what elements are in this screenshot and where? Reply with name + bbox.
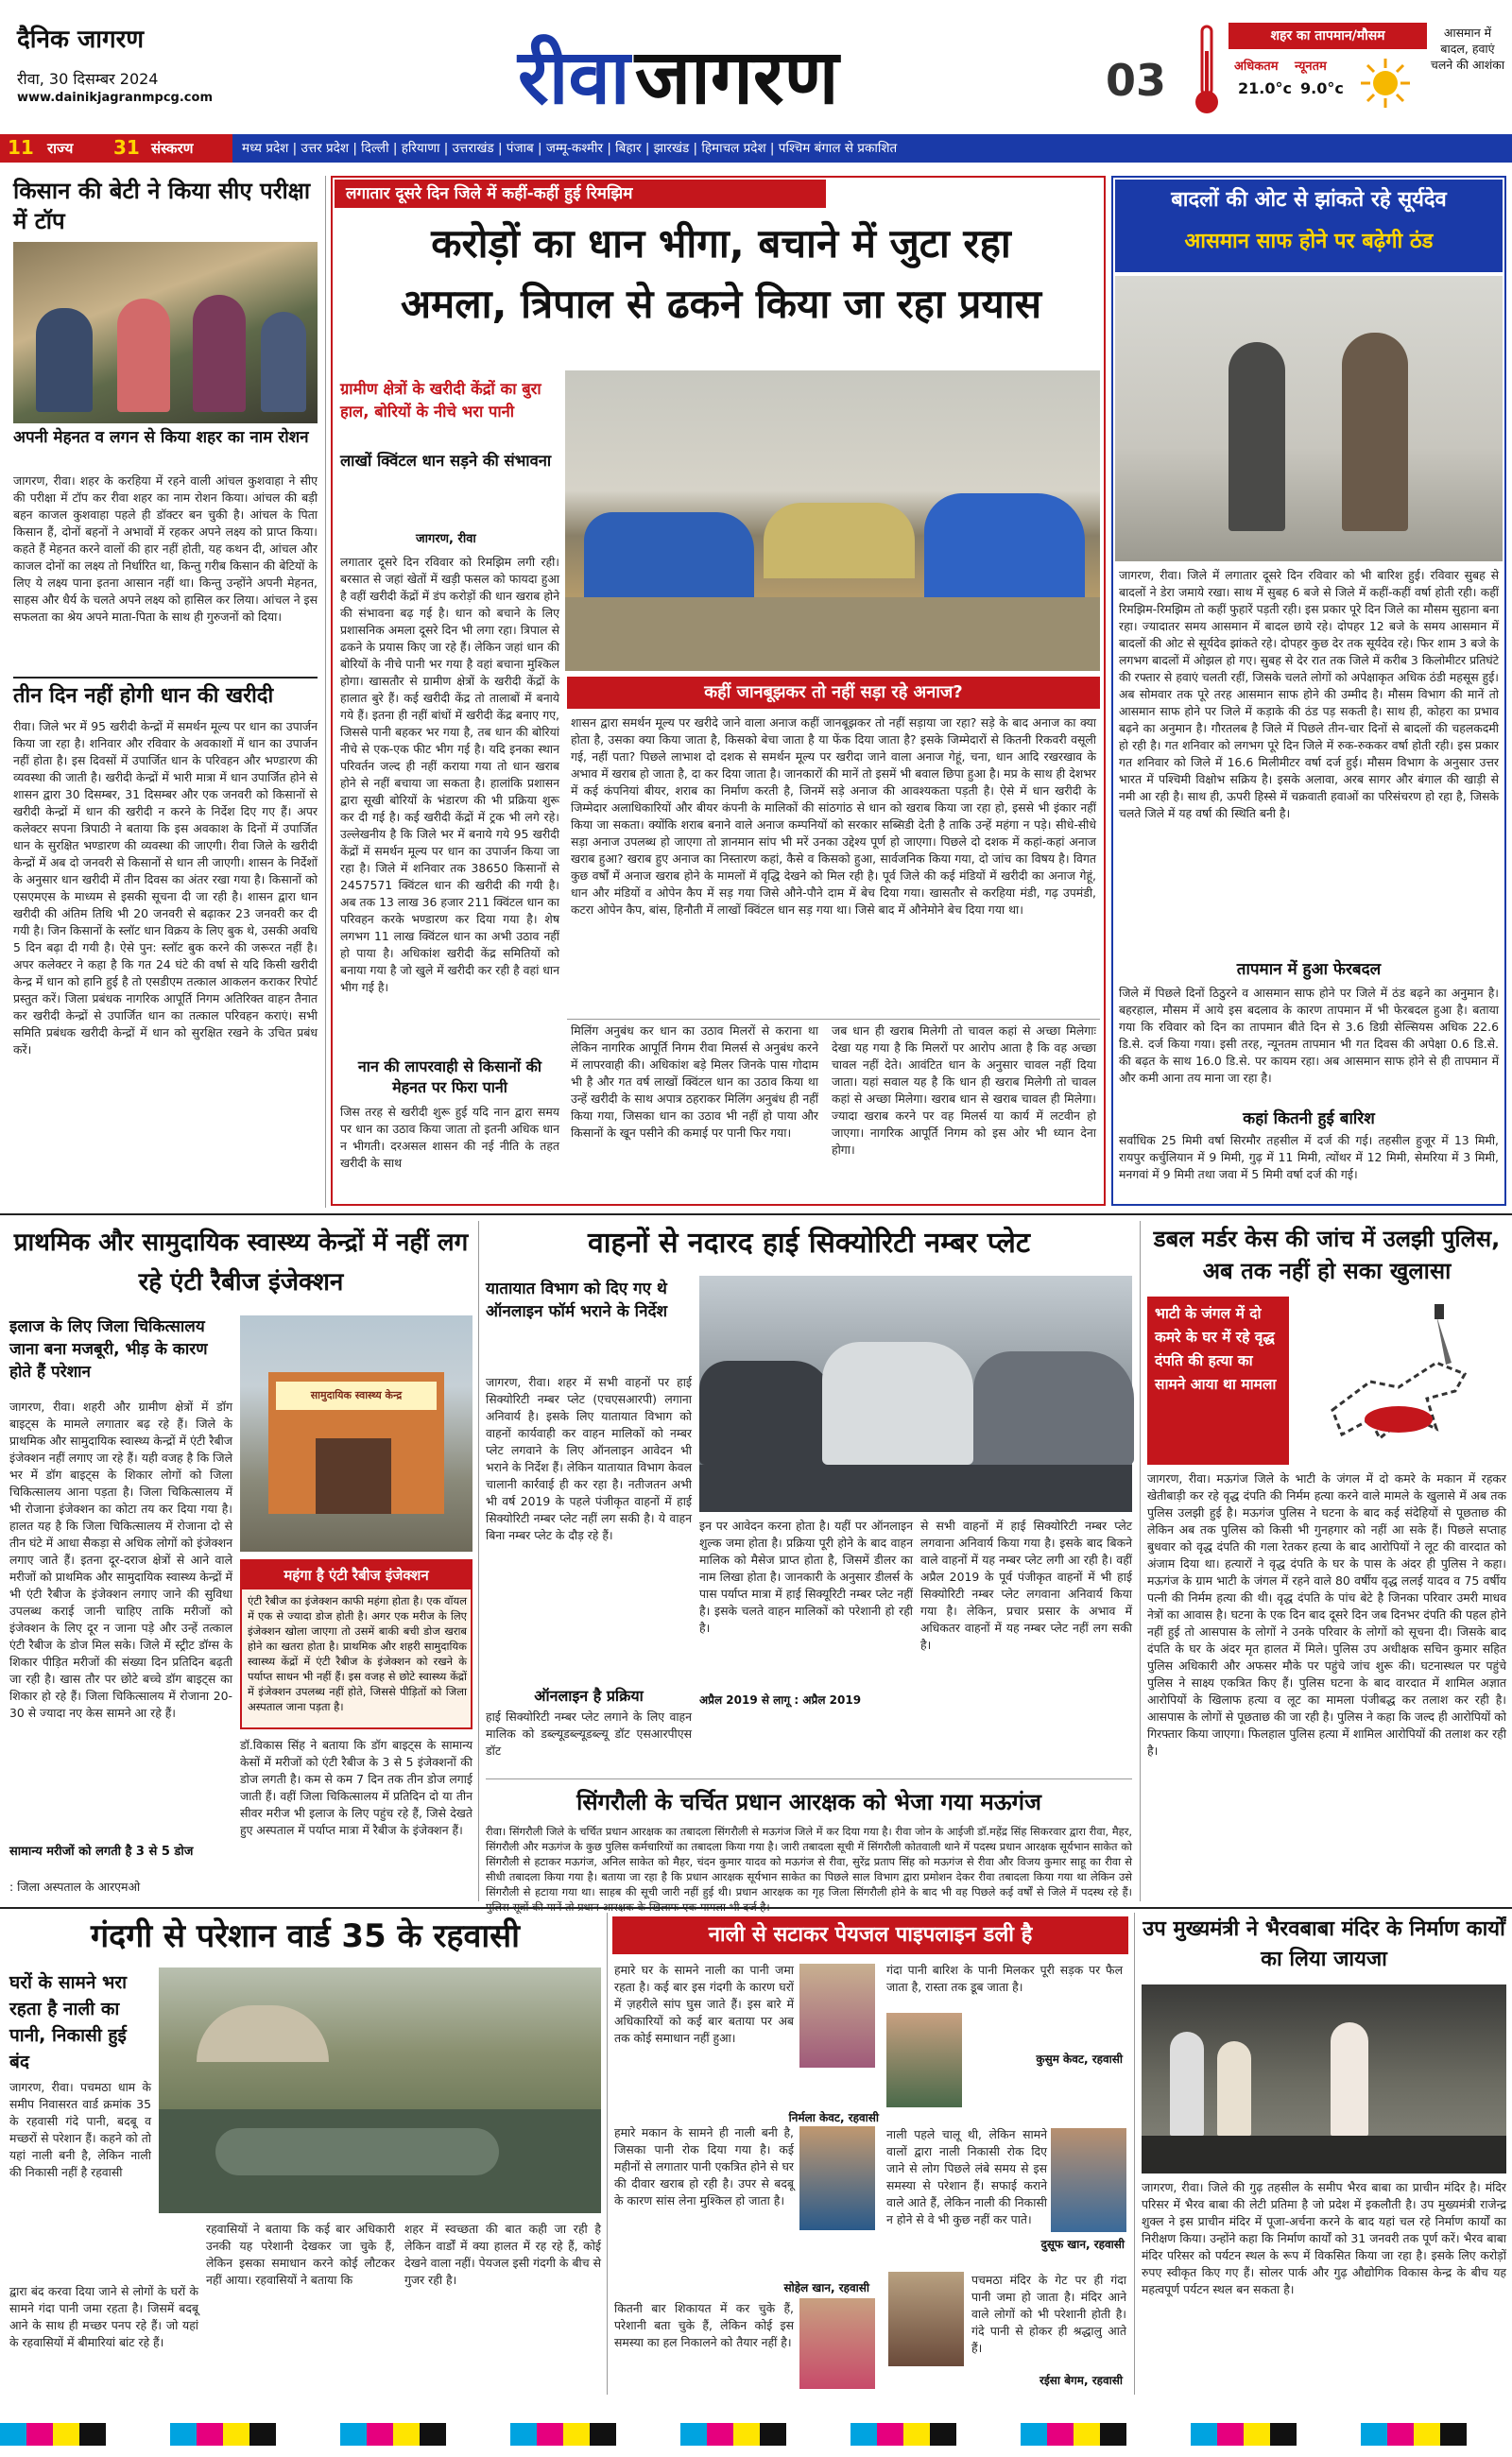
resident-photo-3: [1051, 2128, 1126, 2232]
main-headline-2: अमला, त्रिपाल से ढकने किया जा रहा प्रयास: [400, 281, 1042, 327]
story-ca-topper-title: किसान की बेटी ने किया सीए परीक्षा में टॉप: [13, 178, 311, 234]
state-item: बिहार: [615, 141, 642, 156]
main-body-2: जिस तरह से खरीदी शुरू हुई यदि नान द्वारा समय पर धान का उठाव किया जाता तो इतनी अधिक धान न भीगती। दरअसल शासन की नई नीति के तहत खरीदी के साथ: [340, 1105, 559, 1170]
min-label: न्यूनतम: [1295, 60, 1327, 74]
health-centre-sign: सामुदायिक स्वास्थ्य केन्द्र: [276, 1382, 437, 1410]
pipeline-quote-4: हमारे मकान के सामने ही नाली बनी है, जिसका पानी रोक दिया गया है। कई महीनों से लगातार पानी एकत्रित होने से घर की दीवार खराब हो रही है। उपर से बदबू के कारण सांस लेना मुश्किल हो जाता है।: [614, 2125, 794, 2208]
thermometer-icon: [1193, 23, 1221, 117]
main-deck-red: ग्रामीण क्षेत्रों के खरीदी केंद्रों का बुरा हाल, बोरियों के नीचे भरा पानी: [340, 380, 541, 421]
weather-sub-2: कहां कितनी हुई बारिश: [1243, 1109, 1375, 1128]
pipeline-quote-2: गंदा पानी बारिश के पानी मिलकर पूरी सड़क पर फैल जाता है, रास्ता तक डूब जाता है।: [886, 1963, 1123, 1994]
resident-photo-6: [799, 2298, 875, 2389]
temple-visit-photo: [1142, 1984, 1506, 2174]
plate-body-2: हाई सिक्योरिटी नम्बर प्लेट लगाने के लिए वाहन मालिक को डब्ल्यूडब्ल्यूडब्ल्यू डॉट एसआरपीएस डॉट: [486, 1710, 692, 1758]
murder-body: जागरण, रीवा। मऊगंज जिले के भाटी के जंगल में दो कमरे के मकान में रहकर खेतीबाड़ी कर रहे वृद्ध दंपति की निर्मम हत्या करने वाले मामले के खुलासे में अब तक पुलिस उलझी हुई है। मऊगंज पुलिस ने घटना के बाद कई संदेहियों से पूछताछ की लेकिन अब तक पुलिस को किसी भी गुनहगार को नहीं आ सके हैं। पिछले सप्ताह बुधवार को वृद्ध दंपति की गला रेतकर हत्या के बाद आरोपियों ने लूट की वारदात को अंजाम दिया था। हत्यारों ने वृद्ध दंपति के घर के पास के अंदर ही पुलिस ने कहा। मऊगंज के ग्राम भाटी के जंगल में रहने वाले 80 वर्षीय वृद्ध ललई यादव व 75 वर्षीय पत्नी की निर्मम हत्या की थी। वृद्ध दंपति के पांच बेटे है जिनका परिवार उमरी माधव नेत्रों का आवास है। घटना के एक दिन बाद दूसरे दिन जब दिनभर दंपति की पहल होने नहीं हुई तो आसपास के लोगों ने उनके परिवार के लोगों को सूचना दी। जिसके बाद दंपति के घर के अंदर मृत हालत में मिले। पुलिस उप अधीक्षक सचिन कुमार सहित पुलिस अधिकारी और अफसर मौके पर पहुंचे जांच शुरू की। घटनास्थल पर पहुंचे पुलिस ने साक्ष्य एकत्रित किए हैं। पुलिस घटना के बाद वारदात में शामिल अज्ञात आरोपियों के खिलाफ हत्या व लूट का मामला पंजीबद्ध कर तलाश कर रही है। आसपास के लोगों से पूछताछ की जा रही है। पुलिस ने कहा कि जल्द ही आरोपियों को गिरफ्तार किया जाएगा। फिलहाल पुलिस हत्या में शामिल आरोपियों की तलाश कर रही है।: [1147, 1471, 1506, 1758]
main-dateline: जागरण, रीवा: [416, 532, 476, 546]
ca-topper-photo: [13, 242, 318, 423]
pipeline-name-4: सोहेल खान, रहवासी: [783, 2281, 869, 2294]
drain-photo: [159, 1967, 601, 2213]
state-item: उत्तर प्रदेश: [301, 141, 350, 156]
resident-photo-5: [888, 2272, 964, 2366]
pipeline-name-3: दुसूफ खान, रहवासी: [1040, 2238, 1125, 2251]
main-deck-black: लाखों क्विंटल धान सड़ने की संभावना: [340, 452, 552, 470]
rabies-headline: प्राथमिक और सामुदायिक स्वास्थ्य केन्द्रों में नहीं लग रहे एंटी रैबीज इंजेक्शन: [13, 1228, 469, 1297]
edition-badge: [0, 134, 232, 163]
ward-body-4: शहर में स्वच्छता की बात कही जा रही है लेकिन वार्डों में क्या हालत में रह रहे हैं, कोई देखने वाला नहीं। पेयजल इसी गंदगी के बीच से गुजर रही है।: [404, 2222, 601, 2287]
fog-walkers-photo: [1115, 276, 1503, 561]
date-line: रीवा, 30 दिसम्बर 2024: [17, 70, 159, 88]
story-ca-topper-sub: अपनी मेहनत व लगन से किया शहर का नाम रोशन: [13, 428, 309, 447]
transfer-headline: सिंगरौली के चर्चित प्रधान आरक्षक को भेजा गया मऊगंज: [576, 1789, 1041, 1815]
city-title-1: रीवा: [518, 32, 630, 121]
state-item: पश्चिम बंगाल से प्रकाशित: [778, 141, 898, 156]
state-item: उत्तराखंड: [452, 141, 494, 156]
resident-photo-4: [799, 2126, 875, 2230]
pipeline-quote-5: पचमठा मंदिर के गेट पर ही गंदा पानी जमा हो जाता है। मंदिर आने वाले लोगों को भी परेशानी होती है। गंदे पानी से होकर ही श्रद्धालु आते हैं।: [971, 2273, 1126, 2355]
state-item: हरियाणा: [401, 141, 440, 156]
website-link[interactable]: www.dainikjagranmpcg.com: [17, 91, 213, 105]
cm-headline: उप मुख्यमंत्री ने भैरवबाबा मंदिर के निर्माण कार्यों का लिया जायजा: [1143, 1917, 1505, 1971]
ward-deck: घरों के सामने भरा रहता है नाली का पानी, निकासी हुई बंद: [9, 1972, 128, 2072]
rabies-body-2: डॉ.विकास सिंह ने बताया कि डॉग बाइट्स के सामान्य केसों में मरीजों को एंटी रैबीज के 3 से 5 इंजेक्शनों की डोज लगती है। कम से कम 7 दिन तक तीन डोज लगाई जाती हैं। वहीं जिला चिकित्सालय में प्रतिदिन दो या तीन सीवर मरीज भी इलाज के लिए पहुंच रहे हैं, जिसे देखते हुए अस्पताल में पर्याप्त मात्रा में रैबीज के इंजेक्शन हैं।: [240, 1738, 472, 1837]
plate-deck: यातायात विभाग को दिए गए थे ऑनलाइन फॉर्म भराने के निर्देश: [486, 1280, 668, 1321]
plate-headline: वाहनों से नदारद हाई सिक्योरिटी नम्बर प्लेट: [588, 1227, 1030, 1260]
story-ca-topper-body: जागरण, रीवा। शहर के करहिया में रहने वाली आंचल कुशवाहा ने सीए की परीक्षा में टॉप कर रीवा शहर का नाम रोशन किया। आंचल की बड़ी बहन काजल कुशवाहा पहले ही डॉक्टर बन चुकी है। आंचल के पिता किसान हैं, दोनों बहनों ने अभावों में रहकर अपने लक्ष्य को प्राप्त किया। कहते हैं मेहनत करने वालों की हार नहीं होती, यह कथन दी, आंचल और काजल दोनों का लक्ष्य तो निर्धारित था, किन्तु गरीब किसान की बेटियों के लिए ये लक्ष्य पाना इतना आसान नहीं था। किन्तु उन्होंने अपनी मेहनत, साहस और धैर्य के चलते अपने लक्ष्य को हासिल कर लिया। आंचल ने इस सफलता का श्रेय अपने माता-पिता के साथ ही गुरुजनों को दिया।: [13, 473, 318, 624]
state-item: दिल्ली: [361, 141, 389, 156]
plate-body-1: जागरण, रीवा। शहर में सभी वाहनों पर हाई सिक्योरिटी नम्बर प्लेट (एचएसआरपी) लगाना अनिवार्य है। इसके लिए यातायात विभाग को वाहनों कार्यवाही कर वाहन मालिकों को नम्बर प्लेट लगवाने के लिए ऑनलाइन आवेदन भी भराने के निर्देश हैं। लेकिन यातायात विभाग केवल चालानी कार्रवाई ही कर रहा है। नतीजतन अभी भी वर्ष 2019 के पहले पंजीकृत वाहनों में हाई सिक्योरिटी नम्बर प्लेट नहीं लग सकी है। ये वाहन बिना नम्बर प्लेट के दौड़ रहे हैं।: [486, 1375, 692, 1542]
edition-label: राज्य: [47, 140, 74, 157]
weather-text: आसमान में बादल, हवाएं चलने की आशंका: [1430, 26, 1505, 72]
weather-title: शहर का तापमान/मौसम: [1228, 23, 1427, 49]
rabies-box: [240, 1559, 472, 1729]
rabies-body-1: जागरण, रीवा। शहरी और ग्रामीण क्षेत्रों में डॉग बाइट्स के मामले लगातार बढ़ रहे हैं। जिले के प्राथमिक और सामुदायिक स्वास्थ्य केन्द्रों में एंटी रैबीज इंजेक्शन नहीं लगाए जा रहे हैं। यही वजह है कि जिले भर में डॉग बाइट्स के शिकार लोगों को जिला चिकित्सालय आना पड़ता है। जिला चिकित्सालय में भी रोजाना इंजेक्शन का कोटा तय कर दिया गया है। हालत यह है कि जिला चिकित्सालय में रोजाना दो से तीन घंटे में आधा सैकड़ा से अधिक लोगों को इंजेक्शन लगाए जाते हैं। इतना दूर-दराज क्षेत्रों से आने वाले मरीजों को प्राथमिक और सामुदायिक स्वास्थ्य केन्द्रों में भी एंटी रैबीज के इंजेक्शन लगाए जाने की सुविधा उपलब्ध कराई जानी चाहिए ताकि मरीजों को इंजेक्शन के लिए दूर न जाना पड़े और उन्हें तत्काल एंटी रैबीज के डोज मिल सके। जिले में स्ट्रीट डॉग्स के शिकार पीड़ित मरीजों की संख्या दिन प्रतिदिन बढ़ती जा रही है। खास तौर पर छोटे बच्चे डॉग बाइट्स का शिकार हो रहे हैं। जिला चिकित्सालय में रोजाना 20-30 से ज्यादा नए केस सामने आ रहे हैं।: [9, 1400, 232, 1720]
main-body-3: मिलिंग अनुबंध कर धान का उठाव मिलरों से कराना था लेकिन नागरिक आपूर्ति निगम रीवा मिलर्स से अनुबंध करने में लापरवाही की। अधिकांश बड़े मिलर जिनके पास गोदाम भी है और गत वर्ष लाखों क्विंटल धान का उठाव किया था उन्हें खरीदी के साथ अपात्र ठहराकर मिलिंग अनुबंध ही नहीं किया गया, जिसका धान का उठाव भी नहीं हो पाया और किसानों के खून पसीने की कमाई पर पानी फिर गया।: [571, 1023, 818, 1140]
rabies-box-body: एंटी रैबीज का इंजेक्शन काफी महंगा होता है। एक वॉयल में एक से ज्यादा डोज होती है। अगर एक मरीज के लिए इंजेक्शन खोला जाएगा तो उसमें बाकी बची डोज खराब होने का खतरा होता है। प्राथमिक और शहरी सामुदायिक स्वास्थ्य केंद्रों में एंटी रैबीज के इंजेक्शन को रखने के पर्याप्त साधन भी नहीं हैं। इस वजह से छोटे स्वास्थ्य केंद्रों में इंजेक्शन उपलब्ध नहीं होते, जिससे पीड़ितों को जिला अस्पताल जाना पड़ता है।: [248, 1594, 467, 1713]
health-centre-photo: [240, 1315, 472, 1552]
color-registration-strip: [0, 2415, 1512, 2453]
cars-photo: [699, 1276, 1132, 1512]
murder-deck-box: [1147, 1297, 1289, 1465]
cm-body: जागरण, रीवा। जिले की गुढ़ तहसील के समीप भैरव बाबा का प्राचीन मंदिर है। मंदिर परिसर में भैरव बाबा की लेटी प्रतिमा है जो प्रदेश में इकलौती है। उप मुख्यमंत्री राजेन्द्र शुक्ल ने इस प्राचीन मंदिर में पूजा-अर्चना करने के बाद यहां चल रहे निर्माण कार्यों का निरीक्षण किया। उन्होंने कहा कि निर्माण कार्यों को 31 जनवरी तक पूर्ण करें। भैरव बाबा मंदिर परिसर को पर्यटन स्थल के रूप में विकसित किया जा रहा है। इसके लिए करोड़ों रुपए स्वीकृत किए गए हैं। सोलर पार्क और गुढ़ औद्योगिक विकास केन्द्र के बीच यह महत्वपूर्ण पर्यटन स्थल बन सकता है।: [1142, 2180, 1506, 2296]
plate-body-4: से सभी वाहनों में हाई सिक्योरिटी नम्बर प्लेट लगवाना अनिवार्य किया गया है। इसके बाद बिकने वाले वाहनों में यह नम्बर प्लेट लगी आ रही है। वहीं अप्रैल 2019 के पूर्व पंजीकृत वाहनों में भी हाई सिक्योरिटी नम्बर प्लेट लगवाना अनिवार्य किया गया है। लेकिन, प्रचार प्रसार के अभाव में अधिकतर वाहनों में यह नम्बर प्लेट नहीं लग सकी है।: [920, 1519, 1132, 1652]
chalk-outline-icon: [1295, 1297, 1506, 1465]
state-list: मध्य प्रदेश | उत्तर प्रदेश | दिल्ली | हरियाणा | उत्तराखंड | पंजाब | जम्मू-कश्मीर | बिहार | झारखंड | हिमाचल प्रदेश | पश्चिम बंगाल से प्रकाशित: [232, 134, 1512, 163]
main-kicker: लगातार दूसरे दिन जिले में कहीं-कहीं हुई रिमझिम: [335, 180, 826, 208]
weather-body-1: जागरण, रीवा। जिले में लगातार दूसरे दिन रविवार को भी बारिश हुई। रविवार सुबह से बादलों ने डेरा जमाये रखा। साथ में सुबह 6 बजे से जिले में कहीं-कहीं वर्षा होती रही। कहीं रिमझिम-रिमझिम तो कहीं फुहारें पड़ती रही। इस प्रकार पूरे दिन जिले का मौसम सुहाना बना रहा। ज्यादातर समय आसमान में बादल छाये रहे। दोपहर 12 बजे के समय आसमान में बादलों की ओट से सूर्यदेव झांकते रहे। दोपहर कुछ देर तक सूर्यदेव रहे। फिर शाम 3 बजे के लगभग बादलों में ओझल हो गए। सुबह से देर रात तक जिले में करीब 3 किलोमीटर प्रतिघंटे की रफ्तार से हवाएं चलती रहीं, जिसके चलते लोगों को अपेक्षाकृत अधिक ठंडी महसूस हुई। अब सोमवार तक पूरे तरह आसमान साफ होने की उम्मीद है। मौसम विभाग की मानें तो आसमान साफ होने पर जिले में कड़ाके की ठंड पड़ सकती है। साथ ही, कोहरा का प्रभाव बढ़ने का अनुमान है। गौरतलब है जिले में पिछले तीन-चार दिनों से बादलों की चहलकदमी हो रही है। गत शनिवार को लगभग पूरे दिन जिले में रुक-रुककर वर्षा होती रही। इस प्रकार गत शनिवार को जिले में 16.6 मिलीमीटर वर्षा दर्ज हुई। मौसम विभाग के अनुसार उत्तर भारत में पश्चिमी विक्षोभ सक्रिय है। इसके अलावा, अरब सागर और बंगाल की खाड़ी से नमी आ रही है। साथ ही, ऊपरी हिस्से में चक्रवाती हवाओं का परिसंचरण हो रहा है, जिसके चलते जिले में यह वर्षा की स्थिति बनी है।: [1119, 568, 1499, 820]
max-label: अधिकतम: [1234, 60, 1279, 74]
ward-body-2: द्वारा बंद करवा दिया जाने से लोगों के घरों के सामने गंदा पानी जमा रहता है। जिसमें बदबू आने के साथ ही मच्छर पनप रहे हैं। जो यहां के रहवासियों में बीमारियां बांट रहे हैं।: [9, 2284, 198, 2349]
weather-body-3: सर्वाधिक 25 मिमी वर्षा सिरमौर तहसील में दर्ज की गई। तहसील हुजूर में 13 मिमी, रायपुर कर्चुलियान में 9 मिमी, गुढ़ में 11 मिमी, त्योंथर में 12 मिमी, सेमरिया में 3 मिमी, मनगवां में 9 मिमी तथा जवा में 5 मिमी वर्षा दर्ज की गई।: [1119, 1133, 1499, 1181]
pipeline-quote-6: कितनी बार शिकायत में कर चुके हैं, परेशानी बता चुके हैं, लेकिन कोई इस समस्या का हल निकालने को तैयार नहीं है।: [614, 2301, 794, 2349]
weather-subhead: आसमान साफ होने पर बढ़ेगी ठंड: [1184, 230, 1434, 253]
weather-headline-box: [1115, 180, 1503, 272]
state-item: पंजाब: [506, 141, 534, 156]
edition-num: 11: [8, 136, 34, 159]
pipeline-name-2: कुसुम केवट, रहवासी: [1036, 2053, 1123, 2066]
state-item: जम्मू-कश्मीर: [545, 141, 604, 156]
weather-sub-1: तापमान में हुआ फेरबदल: [1236, 960, 1382, 979]
murder-deck: भाटी के जंगल में दो कमरे के घर में रहे वृद्ध दंपति की हत्या का सामने आया था मामला: [1155, 1305, 1277, 1393]
weather-body-2: जिले में पिछले दिनों ठिठुरने व आसमान साफ होने पर जिले में ठंड बढ़ने का अनुमान है। बहरहाल, मौसम में आये इस बदलाव के कारण तापमान में भी फेरबदल हुआ है। बताया गया कि रविवार को दिन का तापमान बीते दिन से 3.6 डिग्री सेल्सियस अधिक 22.6 डि.से. दर्ज किया गया। इसी तरह, न्यूनतम तापमान भी गत दिवस की अपेक्षा 0.6 डि.से. की बढ़त के साथ 16.0 डि.से. पर कायम रहा। अब आसमान साफ होने से ही तापमान में और कमी आना तय माना जा रहा है।: [1119, 986, 1499, 1085]
paddy-stacks-photo: [565, 370, 1100, 671]
grain-box-body: शासन द्वारा समर्थन मूल्य पर खरीदे जाने वाला अनाज कहीं जानबूझकर तो नहीं सड़ाया जा रहा? सड़े के बाद अनाज का क्या होता है, उसका क्या किया जाता है, किसको बेचा जाता है या फेंक दिया जाता है? इसके जिम्मेदारों से कितनी रिकवरी वसूली गई, नहीं पता? पिछले लाभाश दो दशक से समर्थन मूल्य पर खरीदा जाने वाला अनाज गेहूं, चना, धान आदि रखरखाव के अभाव में खराब हो जाता है, दा कर दिया जाता है। जानकारों की मानें तो इसमें भी बवाल छिपा हुआ है। मप्र के साथ ही देशभर में कई कंपनियां बीयर, शराब का निर्माण करती है, जिनमें सड़े अनाज की आवश्यकता पड़ती है। ऐसे में धान खरीदी के जिम्मेदार अलाधिकारियों और बीयर कंपनी के मालिकों की सांठगांठ से धान को खराब किया जा रहा हो, इससे भी इंकार नहीं किया जा सकता। क्योंकि शराब बनाने वाले अनाज कम्पनियों को सरकार सब्सिडी देती है ताकि उन्हें महंगा न पड़े। सीधे-सीधे सड़ा अनाज उपलब्ध हो जाएगा तो ज्ञानमान सांप भी मरें उनका उद्देश्य पूर्ण हो जाएगा। पिछले दो दशक में कहां-कहां अनाज खराब हुआ? खराब हुए अनाज का निस्तारण कहां, कैसे व किसको हुआ, सार्वजनिक किया गया, दो जांच का विषय है। विगत कुछ वर्षों में अनाज खराब होने के मामलों में वृद्धि देखने को मिल रही है। पूर्व जिले की कई मंडियों में खरीदी का अनाज गेहूं, धान और मंडियों व ओपेन कैप में सड़ गया जिसे औने-पौने दाम में बेच दिया गया। खासतौर से करहिया मंडी, गढ़ उपमंडी, कटरा ओपेन कैप, बांस, हिनौती में लाखों क्विंटल धान सड़ गया था। जिसे बाद में औनेमोने बेच दिया गया था।: [571, 715, 1096, 917]
city-title-2: जागरण: [634, 32, 839, 121]
state-item: हिमाचल प्रदेश: [701, 141, 766, 156]
rabies-box-title: महंगा है एंटी रैबीज इंजेक्शन: [242, 1561, 471, 1589]
resident-photo-2: [886, 2013, 962, 2107]
pipeline-name-5: रईसा बेगम, रहवासी: [1040, 2374, 1123, 2387]
edition-label2: संस्करण: [151, 140, 194, 157]
resident-photo-1: [799, 1964, 875, 2068]
murder-headline: डबल मर्डर केस की जांच में उलझी पुलिस, अब तक नहीं हो सका खुलासा: [1153, 1226, 1501, 1284]
story-paddy-halt-title: तीन दिन नहीं होगी धान की खरीदी: [13, 684, 274, 708]
pipeline-quote-3: नाली पहले चालू थी, लेकिन सामने वालों द्वारा नाली निकासी रोक दिए जाने से लोग पिछले लंबे समय से इस समस्या से परेशान हैं। सफाई कराने वाले आते हैं, लेकिन नाली की निकासी न होने से वे भी कुछ नहीं कर पाते।: [886, 2127, 1047, 2226]
main-sub-1: नान की लापरवाही से किसानों की मेहनत पर फिरा पानी: [357, 1057, 542, 1096]
ward-body-1: जागरण, रीवा। पचमठा धाम के समीप निवासरत वार्ड क्रमांक 35 के रहवासी गंदे पानी, बदबू व मच्छरों से परेशान हैं। कहने को तो यहां नाली बनी है, लेकिन नाली की निकासी नहीं है रहवासी: [9, 2080, 151, 2179]
main-headline-1: करोड़ों का धान भीगा, बचाने में जुटा रहा: [431, 220, 1011, 266]
max-temp: 21.0°c: [1238, 79, 1292, 97]
pipeline-name-1: निर्मला केवट, रहवासी: [788, 2111, 879, 2124]
rabies-deck: इलाज के लिए जिला चिकित्सालय जाना बना मजबूरी, भीड़ के कारण होते हैं परेशान: [9, 1317, 208, 1382]
crime-scene-illustration: [1295, 1297, 1506, 1465]
rabies-body-1-end: : जिला अस्पताल के आरएमओ: [9, 1880, 141, 1894]
pipeline-headline: नाली से सटाकर पेयजल पाइपलाइन डली है: [612, 1916, 1128, 1954]
main-body-4: जब धान ही खराब मिलेगी तो चावल कहां से अच्छा मिलेगाः देखा यह गया है कि मिलरों पर आरोप आता है कि वह अच्छा चावल नहीं देते। आवंटित धान के अनुसार चावल नहीं दिया जाता। यहां सवाल यह है कि धान ही खराब मिलेगी तो चावल कहां से अच्छा मिलेगा। खराब धान से खराब चावल ही मिलेगा। ज्यादा खराब करने पर वह मिलर्स या कार्य में लटवीन हो जाएगा। नागरिक आपूर्ति निगम को इस ओर भी ध्यान देना होगा।: [832, 1023, 1096, 1157]
plate-body-3-tag: अप्रैल 2019 से लागू : अप्रैल 2019: [699, 1693, 862, 1707]
page-number: 03: [1106, 55, 1167, 106]
state-item: मध्य प्रदेश: [242, 141, 289, 156]
city-title: [518, 25, 953, 130]
edition-num2: 31: [113, 136, 140, 159]
paper-name: दैनिक जागरण: [17, 26, 145, 54]
plate-body-3: इन पर आवेदन करना होता है। यहीं पर ऑनलाइन शुल्क जमा होता है। प्रक्रिया पूरी होने के बाद वाहन मालिक को मैसेज प्राप्त होता है, जिसमें डीलर का नाम लिखा होता है। जानकारी के अनुसार डीलर्स के पास पर्याप्त मात्रा में हाई सिक्यूरिटी नम्बर प्लेट नहीं है। इसके चलते वाहन मालिकों को परेशानी हो रही है।: [699, 1519, 913, 1635]
sun-icon: [1359, 57, 1412, 110]
grain-box-title: कहीं जानबूझकर तो नहीं सड़ा रहे अनाज?: [567, 677, 1100, 709]
min-temp: 9.0°c: [1300, 79, 1344, 97]
main-body-1: लगातार दूसरे दिन रविवार को रिमझिम लगी रही। बरसात से जहां खेतों में खड़ी फसल को फायदा हुआ है वहीं खरीदी केंद्रों में डंप करोड़ों की धान खराब होने की संभावना बढ़ गई है। धान को बचाने के लिए प्रशासनिक अमला दूसरे दिन भी लगा रहा। त्रिपाल से ढकने के प्रयास किए जा रहे हैं। लेकिन जहां धान की बोरियों के नीचे पानी भर गया है वहां बचाना मुश्किल होगा। खासतौर से ग्रामीण क्षेत्रों के खरीदी केंद्रों के हालात बुरे हैं। कई खरीदी केंद्र तो तालाबों में बनाये गये हैं। इतना ही नहीं बांधों में खरीदी केंद्र बनाए गए, जिससे पानी बहकर भर गया है, तब धान की बोरियां नीचे से एक-एक फीट भीग गई है। यदि इनका स्थान परिवर्तन जल्द ही नहीं कराया गया तो धान खराब होने से नहीं बचाया जा सकता है। हालांकि प्रशासन द्वारा सूखी बोरियों के भंडारण की भी प्रक्रिया शुरू कर दी गई है। कई खरीदी केंद्रों में ट्रक भी लगे रहे। उल्लेखनीय है कि जिले भर में बनाये गये 95 खरीदी केंद्रों में समर्थन मूल्य पर धान का उपार्जन किया जा रहा है। जिले में शनिवार तक 38650 किसानों से 2457571 क्विंटल धान की खरीदी की गयी है। अब तक 13 लाख 36 हजार 211 क्विंटल धान का परिवहन करके भण्डारण कर दिया गया है। शेष लगभग 11 लाख क्विंटल धान का अभी उठाव नहीं हो पाया है। अधिकांश खरीदी केंद्र समितियों को बनाया गया है जो खुले में खरीदी कर रही है वहां धान भीग गई है।: [340, 555, 559, 994]
plate-sub-1: ऑनलाइन है प्रक्रिया: [534, 1687, 644, 1705]
story-paddy-halt-body: रीवा। जिले भर में 95 खरीदी केन्द्रों में समर्थन मूल्य पर धान का उपार्जन किया जा रहा है। शनिवार और रविवार के अवकाशों में धान का उपार्जन नहीं होता है। इस दिवसों में उपार्जित धान के परिवहन और भण्डारण की व्यवस्था की जाती है। खरीदी केन्द्रों में भारी मात्रा में धान उपार्जित होने से शासन द्वारा 30 दिसम्बर, 31 दिसम्बर और एक जनवरी को किसानों से खरीदी केन्द्रों में धान की खरीदी न करने के निर्देश दिए गए हैं। अपर कलेक्टर सपना त्रिपाठी ने बताया कि इस अवकाश के दिनों में उपार्जित धान के सुरक्षित भण्डारण की व्यवस्था की जाएगी। रीवा जिले के खरीदी केन्द्रों में अब दो जनवरी से किसानों से धान ली जाएगी। शासन के निर्देशों के अनुसार धान खरीदी में तीन दिवस का अंतर रखा गया है। किसानों को एसएमएस के माध्यम से इसकी सूचना दी जा रही है। शासन द्वारा धान खरीदी की अंतिम तिथि भी 20 जनवरी से बढ़ाकर 23 जनवरी कर दी गयी है। जिन किसानों के स्लॉट धान विक्रय के लिए बुक थे, उसकी अवधि 5 दिन बढ़ा दी गयी है। ऐसे पुन: स्लॉट बुक करने की जरूरत नहीं है। अपर कलेक्टर ने कहा है कि गत 24 घंटे की वर्षा से यदि किसी खरीदी केन्द्र में धान को हानि हुई है तो एसडीएम तत्काल आकलन कराकर रिपोर्ट प्रस्तुत करें। जिला प्रबंधक नागरिक आपूर्ति निगम अतिरिक्त वाहन तैनात कर खरीदी केन्द्रों से उपार्जित धान का तत्काल परिवहन कराएं। सभी समिति प्रबंधक खरीदी केन्द्रों में धान को सुरक्षित रखने के उचित प्रबंध करें।: [13, 719, 318, 1057]
edition-strip: [0, 134, 1512, 163]
weather-headline: बादलों की ओट से झांकते रहे सूर्यदेव: [1171, 188, 1447, 212]
transfer-body: रीवा। सिंगरौली जिले के चर्चित प्रधान आरक्षक का तबादला सिंगरौली से मऊगंज जिले में कर दिया गया है। रीवा जोन के आईजी डॉ.महेंद्र सिंह सिकरवार द्वारा रीवा, मैहर, सिंगरौली और मऊगंज के कुछ पुलिस कर्मचारियों का तबादला किया गया है। जारी तबादला सूची में सिंगरौली कोतवाली थाने में पदस्थ प्रधान आरक्षक सूर्यभान साकेत को सिंगरौली से हटाकर मऊगंज, अनिल साकेत को मैहर, चंदन कुमार यादव को मऊगंज से रीवा, सुरेंद्र प्रताप सिंह को मऊगंज से रीवा और विजय कुमार साहू का रीवा से सीधी तबादला किया गया है। बताया जा रहा है कि प्रधान आरक्षक सूर्यभान साकेत का पिछले साल विभाग द्वारा प्रमोशन देकर रीवा तबादला किया गया था लेकिन उसे सिंगरौली से हटाया गया था। साहब की सूची जारी नहीं हुई थी। प्रधान आरक्षक का गृह जिला सिंगरौली होने के बाद भी वह पिछले कई वर्षों से जिले में पदस्थ रहे हैं।: [486, 1825, 1132, 1899]
ward-body-3: रहवासियों ने बताया कि कई बार अधिकारी उनकी यह परेशानी देखकर जा चुके हैं, लेकिन इसका समाधान करने कोई लौटकर नहीं आया। रहवासियों ने बताया कि: [206, 2222, 395, 2287]
state-item: झारखंड: [653, 141, 690, 156]
pipeline-quote-1: हमारे घर के सामने नाली का पानी जमा रहता है। कई बार इस गंदगी के कारण घरों में ज़हरीले सांप घुस जाते हैं। इस बारे में अधिकारियों को कई बार बताया पर अब तक कोई समाधान नहीं हुआ।: [614, 1963, 794, 2045]
rabies-sub-1: सामान्य मरीजों को लगती है 3 से 5 डोज: [9, 1845, 194, 1859]
ward-headline: गंदगी से परेशान वार्ड 35 के रहवासी: [91, 1917, 520, 1955]
